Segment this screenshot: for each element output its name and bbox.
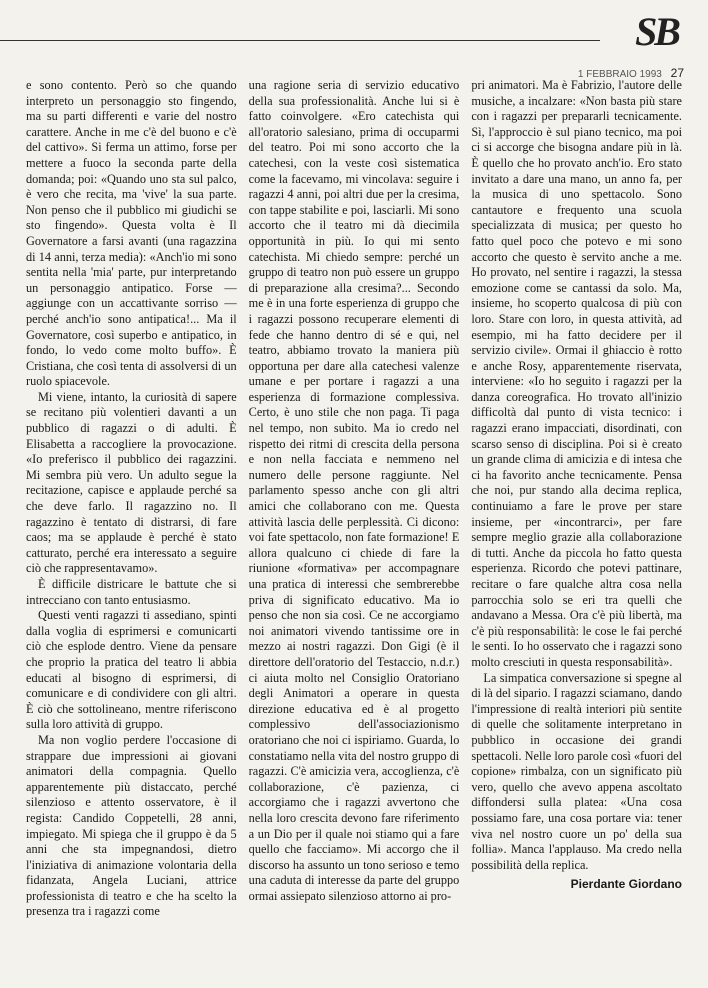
column-1: [26, 78, 237, 968]
paragraph: Questi venti ragazzi ti assediano, spinti dalla voglia di esprimersi e comunicarti ciò che esplode dentro. Viene da pensare che proprio la pratica del teatro li abbia educati al bisogno di esprimersi, di comunicare e di condividere con gli altri. È ciò che sottolineano, mentre riferiscono sulla loro attività di gruppo.: [26, 608, 237, 732]
paragraph: Ma non voglio perdere l'occasione di strappare due impressioni ai giovani animatori della compagnia. Quello apparentemente più distaccato, perché silenzioso e attento osservatore, è il regista: Candido Coppetelli, 28 anni, impiegato. Mi spiega che il gruppo è da 5 anni che sta impegnandosi, dietro l'iniziativa di animazione volontaria della fidanzata, Angela Luciani, attrice professionista di teatro e che ha scelto la presenza tra i ragazzi come: [26, 732, 237, 919]
article-body: [26, 78, 682, 968]
column-2: [249, 78, 460, 968]
paragraph: una ragione seria di servizio educativo della sua professionalità. Anche lui si è fatto coinvolgere. «Ero catechista qui all'oratorio salesiano, prima di occuparmi del teatro. Poi mi sono accorto che la catechesi, con la veste così sistematica come la facevamo, mi vincolava: seguire i ragazzi 4 anni, poi altri due per la cresima, con tappe stabilite e poi, lasciarli. Mi sono accorto che il teatro mi dà diecimila opportunità in più. Io qui mi sento catechista. Mi chiedo sempre: perché un gruppo di teatro non può essere un gruppo di preparazione alla cresima?... Secondo me è in una forte esperienza di gruppo che i ragazzi possono recuperare elementi di fede che hanno dentro di sé e qui, nel teatro, abbiamo trovato la maniera più opportuna per dare alla catechesi valenze umane e per portare i ragazzi a una esperienza di formazione complessiva. Certo, è uno stile che non paga. Ti paga nel tempo, non subito. Ma io credo nel rispetto dei ritmi di crescita della persona e non nella facciata e nemmeno nel numero delle persone raggiunte. Nel parlamento spesso anche con gli altri amici che collaborano con me. Questa attività lascia delle perplessità. Ci dicono: voi fate spettacolo, non fate formazione! E allora qualcuno ci chiede di fare la riunione «formativa» per accompagnare una pratica di interessi che sembrerebbe priva di significato educativo. Ma io penso che non sia così. Ce ne accorgiamo noi animatori vivendo tantissime ore in mezzo ai nostri ragazzi. Don Gigi (è il direttore dell'oratorio del Testaccio, n.d.r.) ci aiuta molto nel Consiglio Oratoriano degli Animatori a operare in questa direzione educativa ed è al progetto complessivo dell'associazionismo oratoriano che noi ci ispiriamo. Guarda, lo constatiamo nella vita del nostro gruppo di ragazzi. C'è amicizia vera, accoglienza, c'è collaborazione, c'è pazienza, ci accorgiamo che i ragazzi avvertono che nella loro crescita devono fare riferimento a un Dio per il quale noi stiamo qui a fare quello che facciamo». Mi accorgo che il discorso ha assunto un tono serioso e temo una caduta di interesse da parte del gruppo ormai assiepato silenzioso attorno ai pro-: [248, 78, 460, 903]
issue-date: 1 FEBBRAIO 1993: [577, 69, 662, 80]
paragraph: Mi viene, intanto, la curiosità di sapere se recitano più volentieri davanti a un pubblico di ragazzi o di adulti. È Elisabetta a raccogliere la provocazione. «Io preferisco il pubblico dei ragazzini. Mi sembra più vero. Un adulto segue la recitazione, capisce e applaude perché sa che deve farlo. Il ragazzino no. Il ragazzino è tentato di distrarsi, di fare caos; ma se applaude è perché è stato catturato, perché era interessato a seguire ciò che rappresentavamo».: [26, 389, 237, 576]
paragraph: È difficile districare le battute che si intrecciano con tanto entusiasmo.: [26, 577, 237, 607]
header-rule: [0, 40, 600, 41]
page-number: 27: [670, 66, 684, 80]
paragraph: e sono contento. Però so che quando interpreto un personaggio sto fingendo, ma su parti differenti e varie del nostro carattere. Anche in me c'è del buono e c'è del cattivo». Si ferma un attimo, forse per mettere a fuoco la seconda parte della domanda; poi: «Quando uno sta sul palco, è vero che recita, ma 'vive' la sua parte. Non penso che il pubblico mi giudichi se sto fingendo». Questa volta è Il Governatore a farsi avanti (una ragazzina di 14 anni, terza media): «Anch'io mi sono sentita nella 'mia' parte, pur interpretando un personaggio antipatico. Forse — aggiunge con un accattivante sorriso — perché anch'io sono antipatica!... Ma il Governatore, così superbo e antipatico, in fondo, lo vedo come molto buffo». È Cristiana, che così tenta di assolversi di un ruolo spiacevole.: [26, 78, 237, 389]
magazine-logo: SB: [635, 9, 678, 54]
paragraph: La simpatica conversazione si spegne al di là del sipario. I ragazzi sciamano, dando l'impressione di realtà interiori più sentite di quelle che solitamente interpretano in pubblico in occasione dei grandi spettacoli. Nelle loro parole così «fuori del copione» rimbalza, con un significato più vero, quello che avevo appena ascoltato diffondersi sulla platea: «Una cosa possiamo fare, una cosa portare via: tener viva nel nostro cuore un po' della sua follia». Manca l'applauso. Ma credo nella possibilità della replica.: [471, 670, 683, 872]
author-signature: Pierdante Giordano: [570, 877, 683, 892]
paragraph: pri animatori. Ma è Fabrizio, l'autore delle musiche, a incalzare: «Non basta più stare con i ragazzi per prepararli tecnicamente. Sì, l'approccio è sul piano tecnico, ma poi ci si accorge che bisogna andare più in là. È quello che ho provato anch'io. Ero stato invitato a dare una mano, un anno fa, per la musica di uno spettacolo. Sono cantautore e frequento una scuola specializzata di musica; per questo ho fatto quel poco che potevo e mi sono accorto che questo è servito anche a me. Ho provato, nel sentire i ragazzi, la stessa emozione come se cantassi da solo. Ma, insieme, ho scoperto qualcosa di più con loro. Stare con loro, in questa attività, ad esempio, mi ha fatto decidere per il servizio civile». Ormai il ghiaccio è rotto e anche Rosy, apparentemente riservata, interviene: «Io ho seguito i ragazzi per la danza coreografica. Ho trovato all'inizio difficoltà dal punto di vista tecnico: i ragazzi erano impacciati, disordinati, con scarso senso di disciplina. Poi si è creato un grande clima di amicizia e di intesa che ci ha favorito anche tecnicamente. Pensa che noi, pur stando alla decima replica, continuiamo a fare le prove per stare insieme, per «incontrarci», per fare sempre meglio grazie alla collaborazione di tutti. Anche da piccola ho fatto questa esperienza. Ricordo che potevi pattinare, recitare o fare qualche altra cosa nella parrocchia solo se eri tra quelli che andavano a Messa. Ora c'è più libertà, ma c'è più responsabilità: le cose le fai perché le senti. Io ho osservato che i ragazzi sono molto cresciuti in questa responsabilità».: [471, 78, 683, 669]
column-3: [471, 78, 682, 968]
